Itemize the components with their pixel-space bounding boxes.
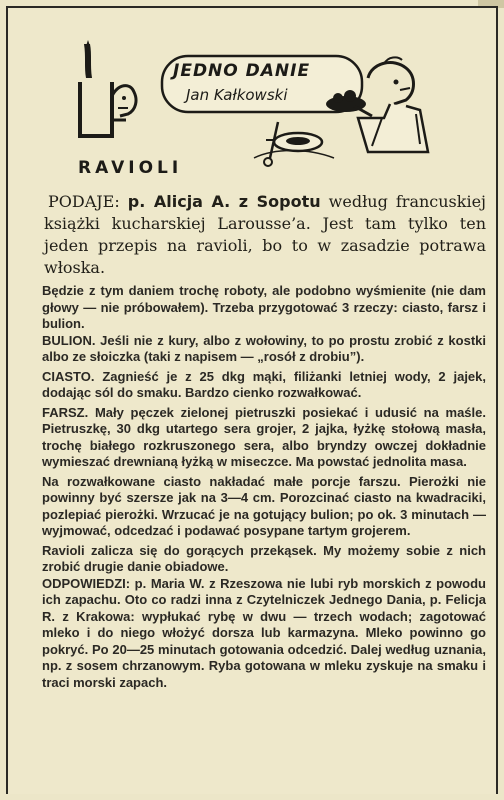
paragraph-heading: FARSZ. [42, 404, 89, 420]
author-name: Jan Kałkowski [186, 86, 288, 104]
lead-text: według francuskiej książki kucharskiej Larousse’a. Jest tam tylko ten jeden przepis na ravioli, bo to w zasadzie potrawa włoska. [44, 192, 487, 277]
lead-paragraph [44, 191, 486, 279]
article-paragraph [42, 369, 486, 402]
paragraph-text: Zagnieść je z 25 dkg mąki, filiżanki letniej wody, 2 jajek, dodając sól do smaku. Bardzo cienko rozwałkować. [42, 368, 486, 400]
paragraph-text: Mały pęczek zielonej pietruszki posiekać i udusić na maśle. Pietruszkę, 30 dkg utartego sera grojer, 2 jajka, łyżkę stołową masła, trochę białego rozkruszonego sera, albo bryndzy owczej dokładnie wymieszać drewnianą łyżką w miseczce. Ma powstać jednolita masa. [42, 404, 486, 469]
recipe-title: RAVIOLI [78, 158, 183, 178]
paragraph-text: Jeśli nie z kury, albo z wołowiny, to po prostu zrobić z kostki albo ze słoiczka (taki z napisem — „rosół z drobiu”). [42, 332, 486, 364]
figure-illustration [72, 38, 142, 156]
article-paragraph [42, 405, 486, 471]
article-paragraph [42, 543, 486, 576]
paragraph-text: Ravioli zalicza się do gorących przekąsek. My możemy sobie z nich zrobić drugie danie obiadowe. [42, 542, 486, 574]
lead-source-name: p. Alicja A. z Sopotu [127, 192, 321, 211]
paragraph-text: Będzie z tym daniem trochę roboty, ale podobno wyśmienite (nie dam głowy — nie próbowałem). Trzeba przygotować 3 rzeczy: ciasto, farsz i bulion. [42, 283, 486, 331]
paragraph-heading: CIASTO. [42, 368, 95, 384]
article-paragraph [42, 576, 486, 692]
paragraph-heading: ODPOWIEDZI: [42, 575, 131, 591]
article-paragraph [42, 333, 486, 366]
paragraph-text: p. Maria W. z Rzeszowa nie lubi ryb morskich z powodu ich zapachu. Oto co radzi inna z Czytelniczek Jednego Dania, p. Felicja R. z Krakowa: wypłukać rybę w dwu — trzech wodach; zagotować mleko i do niego włożyć dorsza lub karmazyna. Mleko powinno go pokryć. Po 20—25 minutach gotowania odcedzić. Dalej według uznania, np. z sosem chrzanowym. Ryba gotowana w mleku zyskuje na smaku i traci morski zapach. [42, 575, 486, 690]
column-name: JEDNO DANIE [173, 61, 311, 81]
column-frame [6, 6, 498, 794]
paragraph-text: Na rozwałkowane ciasto nakładać małe porcje farszu. Pierożki nie powinny być szersze jak na 3—4 cm. Porozcinać ciasto na kwadraciki, pozlepiać pierożki. Wrzucać je na gotujący bulion; po ok. 3 minutach — wyjmować, odcedzać i podawać posypane tartym grojerem. [42, 473, 486, 538]
paragraph-heading: BULION. [42, 332, 96, 348]
article-paragraph [42, 474, 486, 540]
article-paragraph [42, 283, 486, 333]
lead-intro: PODAJE: [48, 192, 128, 211]
article-body [32, 191, 486, 694]
